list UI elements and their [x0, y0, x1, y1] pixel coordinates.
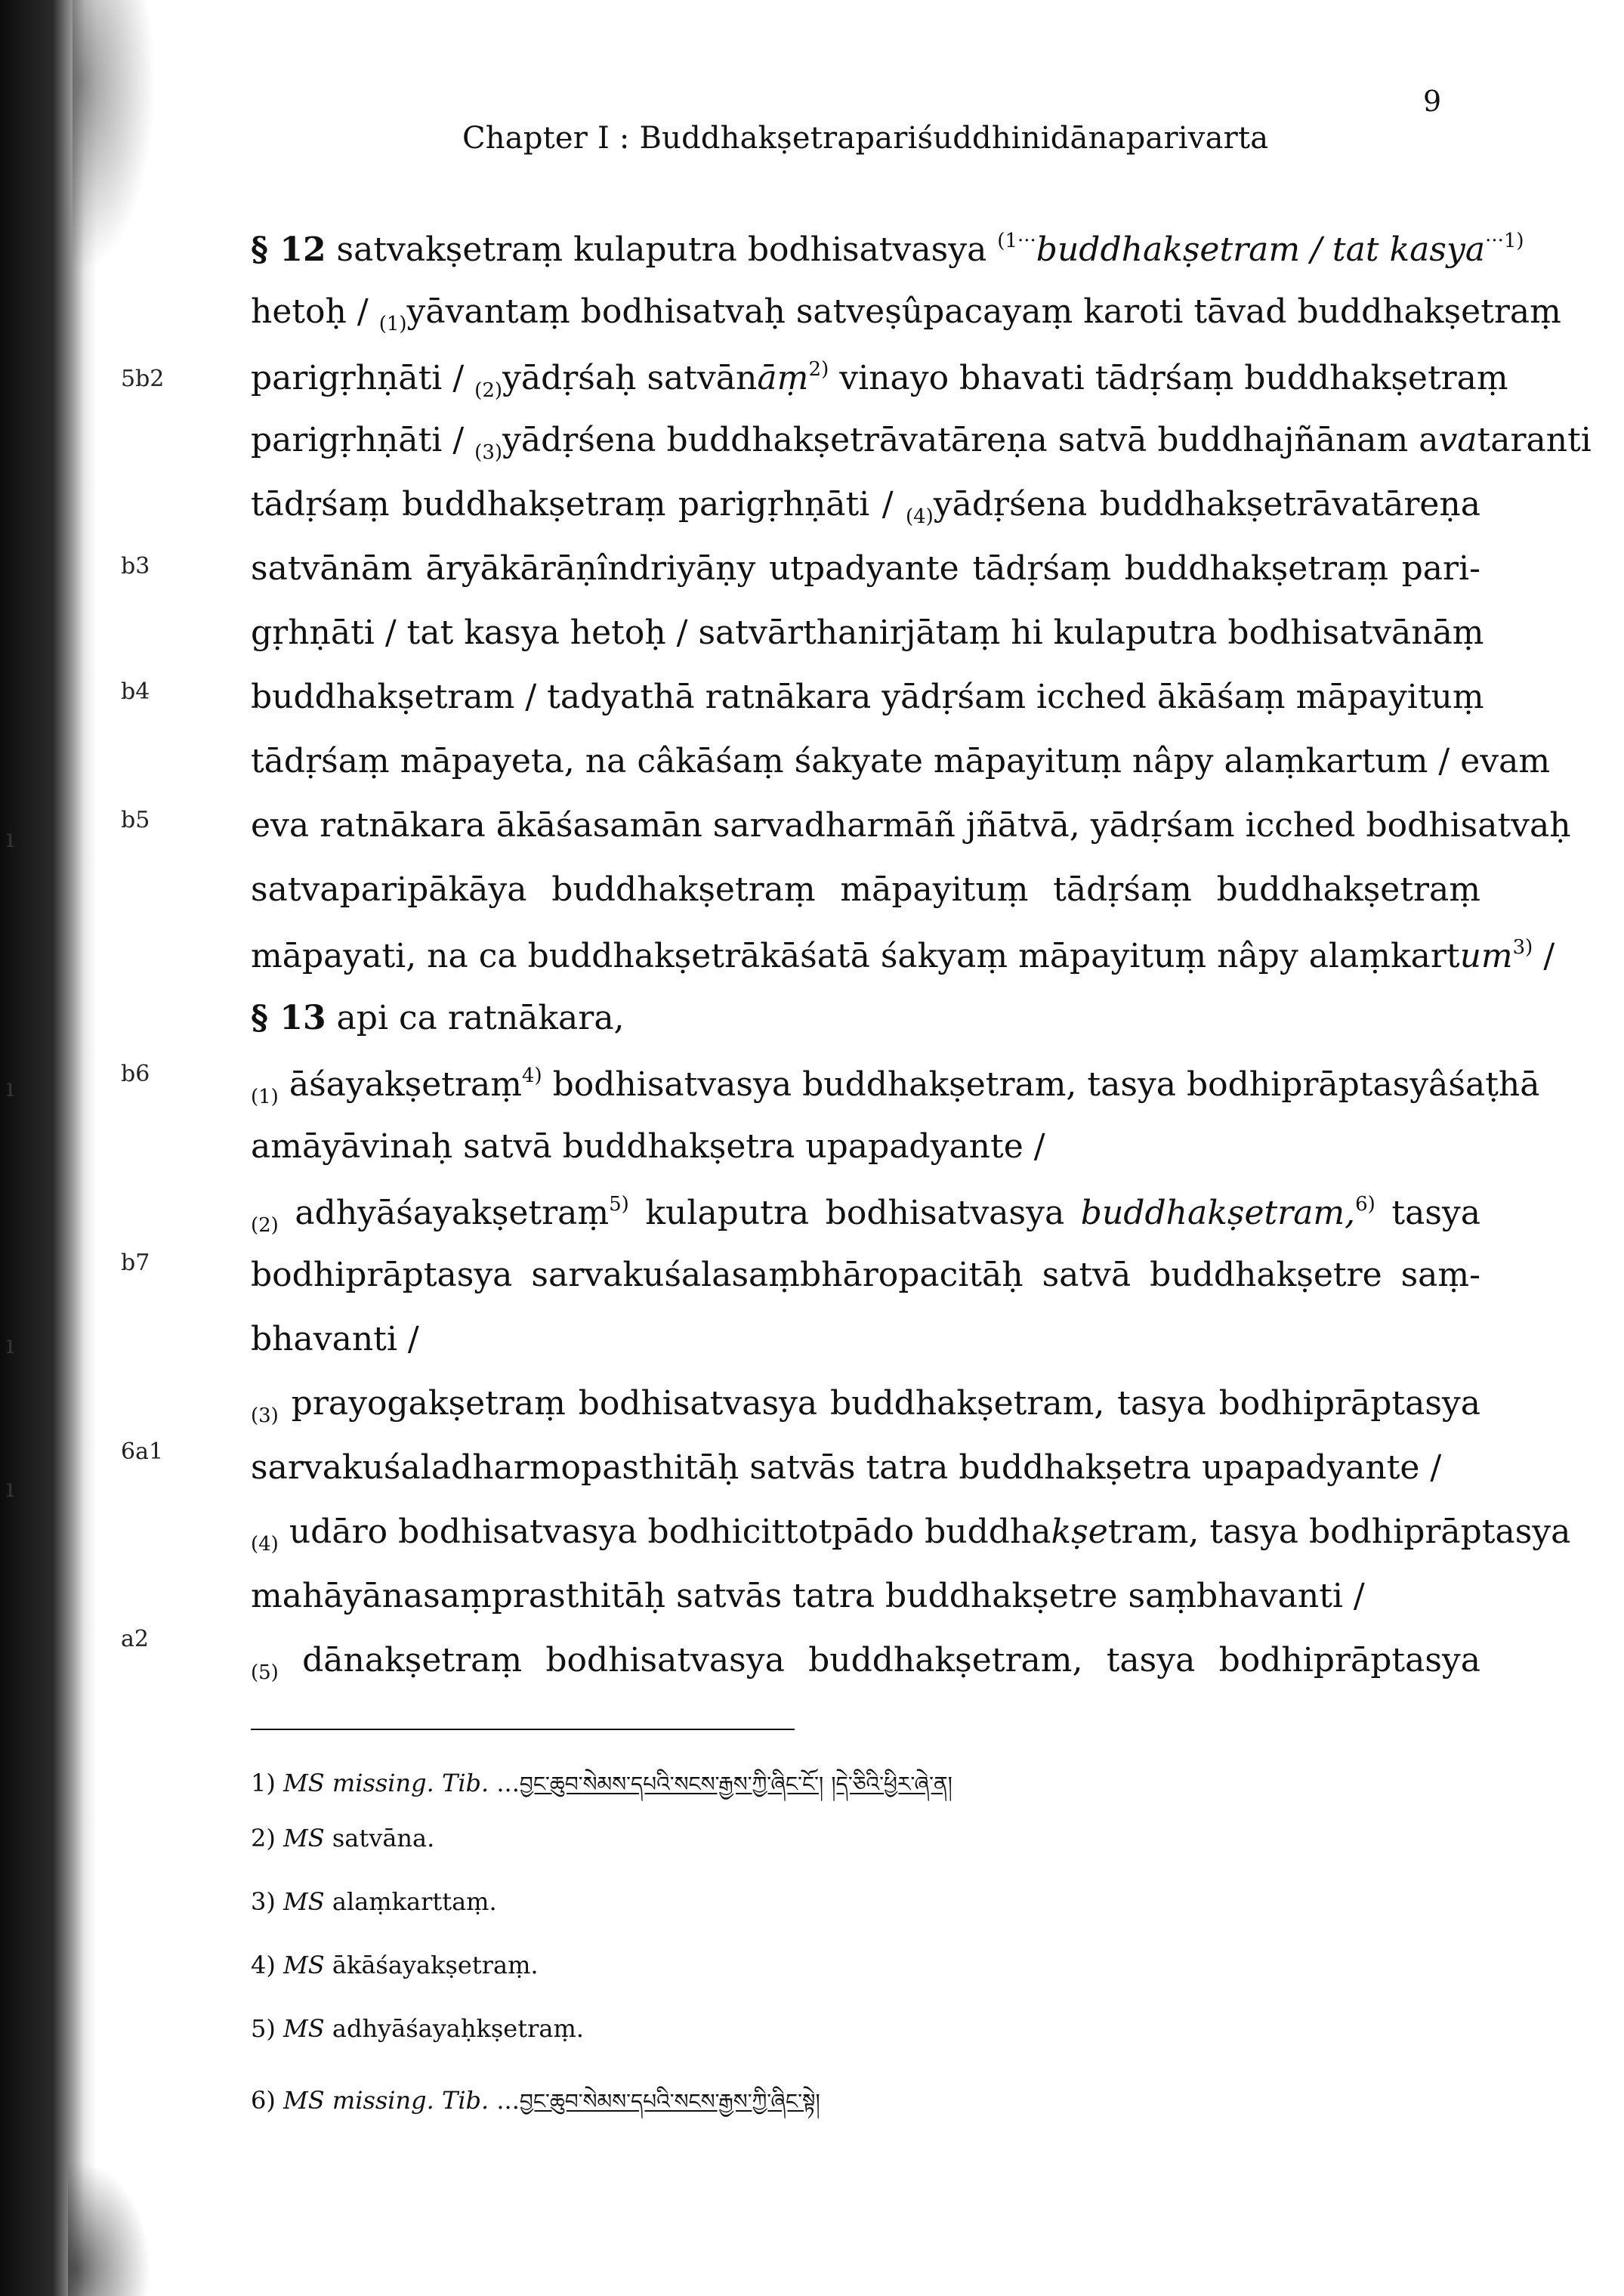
note-marker: 5) [609, 1193, 629, 1216]
item-number: (1) [378, 313, 407, 335]
item-number: (3) [474, 441, 503, 464]
text-line: parigṛhṇāti / $_{(2)}$yādṛśaḥ satvānāṃ$^{2)}$ vinayo bhavati tādṛśaṃ buddhakṣetraṃ [251, 358, 1508, 402]
footnote: 6) MS missing. Tib. ...བྱང་ཆུབ་སེམས་དཔའི་སངས་རྒྱས་ཀྱི་ཞིང་སྟེ། [251, 2086, 820, 2115]
note-marker: ···1) [1485, 230, 1524, 252]
text-line: tādṛśaṃ māpayeta, na câkāśaṃ śakyate māpayituṃ nâpy alaṃkartum / evam [251, 742, 1551, 780]
text-line: parigṛhṇāti / $_{(3)}$yādṛśena buddhakṣetrāvatāreṇa satvā buddhajñānam avataranti [251, 421, 1592, 464]
footnote: 2) MS satvāna. [251, 1824, 435, 1853]
edge-artifact: ı [6, 1073, 14, 1103]
scan-shadow-bottom [68, 2161, 151, 2296]
text-line: māpayati, na ca buddhakṣetrākāśatā śakyaṃ māpayituṃ nâpy alaṃkartum$^{3)}$ / [251, 936, 1555, 975]
text-line: tādṛśaṃ buddhakṣetraṃ parigṛhṇāti / $_{(4)}$yādṛśena buddhakṣetrāvatāreṇa [251, 485, 1480, 528]
text-line: eva ratnākara ākāśasamān sarvadharmāñ jñātvā, yādṛśam icched bodhisatvaḥ [251, 806, 1571, 845]
folio-marker: 5b2 [121, 366, 165, 392]
text-line: buddhakṣetram / tadyathā ratnākara yādṛśam icched ākāśaṃ māpayituṃ [251, 678, 1484, 716]
text-line: satvānām āryākārāṇîndriyāṇy utpadyante tādṛśaṃ buddhakṣetraṃ pari- [251, 549, 1480, 588]
section-number: § 12 [251, 230, 326, 269]
item-number: (4) [251, 1533, 279, 1556]
folio-marker: 6a1 [121, 1438, 164, 1465]
folio-marker: a2 [121, 1626, 149, 1652]
note-marker: 4) [521, 1065, 542, 1087]
item-number: (1) [251, 1086, 279, 1108]
page-number: 9 [1423, 85, 1442, 118]
text-line: $_{(3)}$ prayogakṣetraṃ bodhisatvasya buddhakṣetram, tasya bodhiprāptasya [251, 1384, 1480, 1427]
text-line: gṛhṇāti / tat kasya hetoḥ / satvārthanirjātaṃ hi kulaputra bodhisatvānāṃ [251, 613, 1484, 652]
text-line: mahāyānasaṃprasthitāḥ satvās tatra buddhakṣetre saṃbhavanti / [251, 1577, 1365, 1615]
folio-marker: b6 [121, 1061, 150, 1087]
text-line: $_{(4)}$ udāro bodhisatvasya bodhicittotpādo buddhakṣetram, tasya bodhiprāptasya [251, 1513, 1571, 1556]
edge-artifact: ı [6, 824, 14, 854]
text-line: bhavanti / [251, 1320, 419, 1358]
text-line: bodhiprāptasya sarvakuśalasaṃbhāropacitāḥ satvā buddhakṣetre saṃ- [251, 1256, 1480, 1294]
item-number: (3) [251, 1404, 279, 1427]
footnote: 5) MS adhyāśayaḥkṣetraṃ. [251, 2014, 584, 2043]
scan-shadow-top [73, 0, 156, 272]
footnote: 1) MS missing. Tib. ...བྱང་ཆུབ་སེམས་དཔའི་སངས་རྒྱས་ཀྱི་ཞིང་ངོ་། །དེ་ཅིའི་ཕྱིར་ཞེ་ན། [251, 1769, 952, 1797]
text-line: hetoḥ / $_{(1)}$yāvantaṃ bodhisatvaḥ satveṣûpacayaṃ karoti tāvad buddhakṣetraṃ [251, 292, 1561, 335]
folio-marker: b5 [121, 807, 150, 833]
item-number: (2) [251, 1214, 279, 1237]
section-number: § 13 [251, 999, 326, 1037]
edge-artifact: ı [6, 1330, 14, 1360]
text-line: § 13 api ca ratnākara, [251, 999, 625, 1037]
tibetan-text: །དེ་ཅིའི་ཕྱིར་ཞེ་ན། [831, 1772, 952, 1797]
text-line: amāyāvinaḥ satvā buddhakṣetra upapadyante / [251, 1127, 1045, 1166]
note-marker: 6) [1355, 1193, 1375, 1216]
edge-artifact: ı [6, 1473, 14, 1503]
folio-marker: b7 [121, 1250, 150, 1276]
item-number: (4) [905, 505, 934, 528]
text-line: § 12 satvakṣetraṃ kulaputra bodhisatvasya $^{(1\cdot\cdot\cdot}$buddhakṣetram / tat kasya$^{\cdot\cdot\cdot 1)}$ [251, 230, 1524, 269]
text-line: sarvakuśaladharmopasthitāḥ satvās tatra buddhakṣetra upapadyante / [251, 1448, 1442, 1487]
text-line: $_{(1)}$ āśayakṣetraṃ$^{4)}$ bodhisatvasya buddhakṣetram, tasya bodhiprāptasyâśaṭhā [251, 1065, 1540, 1108]
note-marker: 2) [808, 358, 829, 381]
folio-marker: b3 [121, 553, 150, 579]
text-line: $_{(5)}$ dānakṣetraṃ bodhisatvasya buddhakṣetram, tasya bodhiprāptasya [251, 1641, 1480, 1684]
book-spine-shadow [0, 0, 98, 2296]
tibetan-text: བྱང་ཆུབ་སེམས་དཔའི་སངས་རྒྱས་ཀྱི་ཞིང་ངོ་། [519, 1772, 824, 1797]
footnote: 3) MS alaṃkarttaṃ. [251, 1887, 497, 1916]
text-line: $_{(2)}$ adhyāśayakṣetraṃ$^{5)}$ kulaputra bodhisatvasya buddhakṣetram,$^{6)}$ tasya [251, 1193, 1480, 1237]
item-number: (5) [251, 1661, 279, 1684]
tibetan-text: བྱང་ཆུབ་སེམས་དཔའི་སངས་རྒྱས་ཀྱི་ཞིང་སྟེ། [519, 2089, 820, 2114]
footnote-separator [251, 1729, 795, 1730]
text-line: satvaparipākāya buddhakṣetraṃ māpayituṃ tādṛśaṃ buddhakṣetraṃ [251, 870, 1480, 909]
note-marker: (1··· [997, 230, 1036, 252]
note-marker: 3) [1512, 936, 1533, 959]
folio-marker: b4 [121, 678, 150, 705]
item-number: (2) [474, 379, 503, 402]
running-header: Chapter I : Buddhakṣetrapariśuddhinidānaparivarta [462, 121, 1269, 156]
footnote: 4) MS ākāśayakṣetraṃ. [251, 1951, 539, 1979]
